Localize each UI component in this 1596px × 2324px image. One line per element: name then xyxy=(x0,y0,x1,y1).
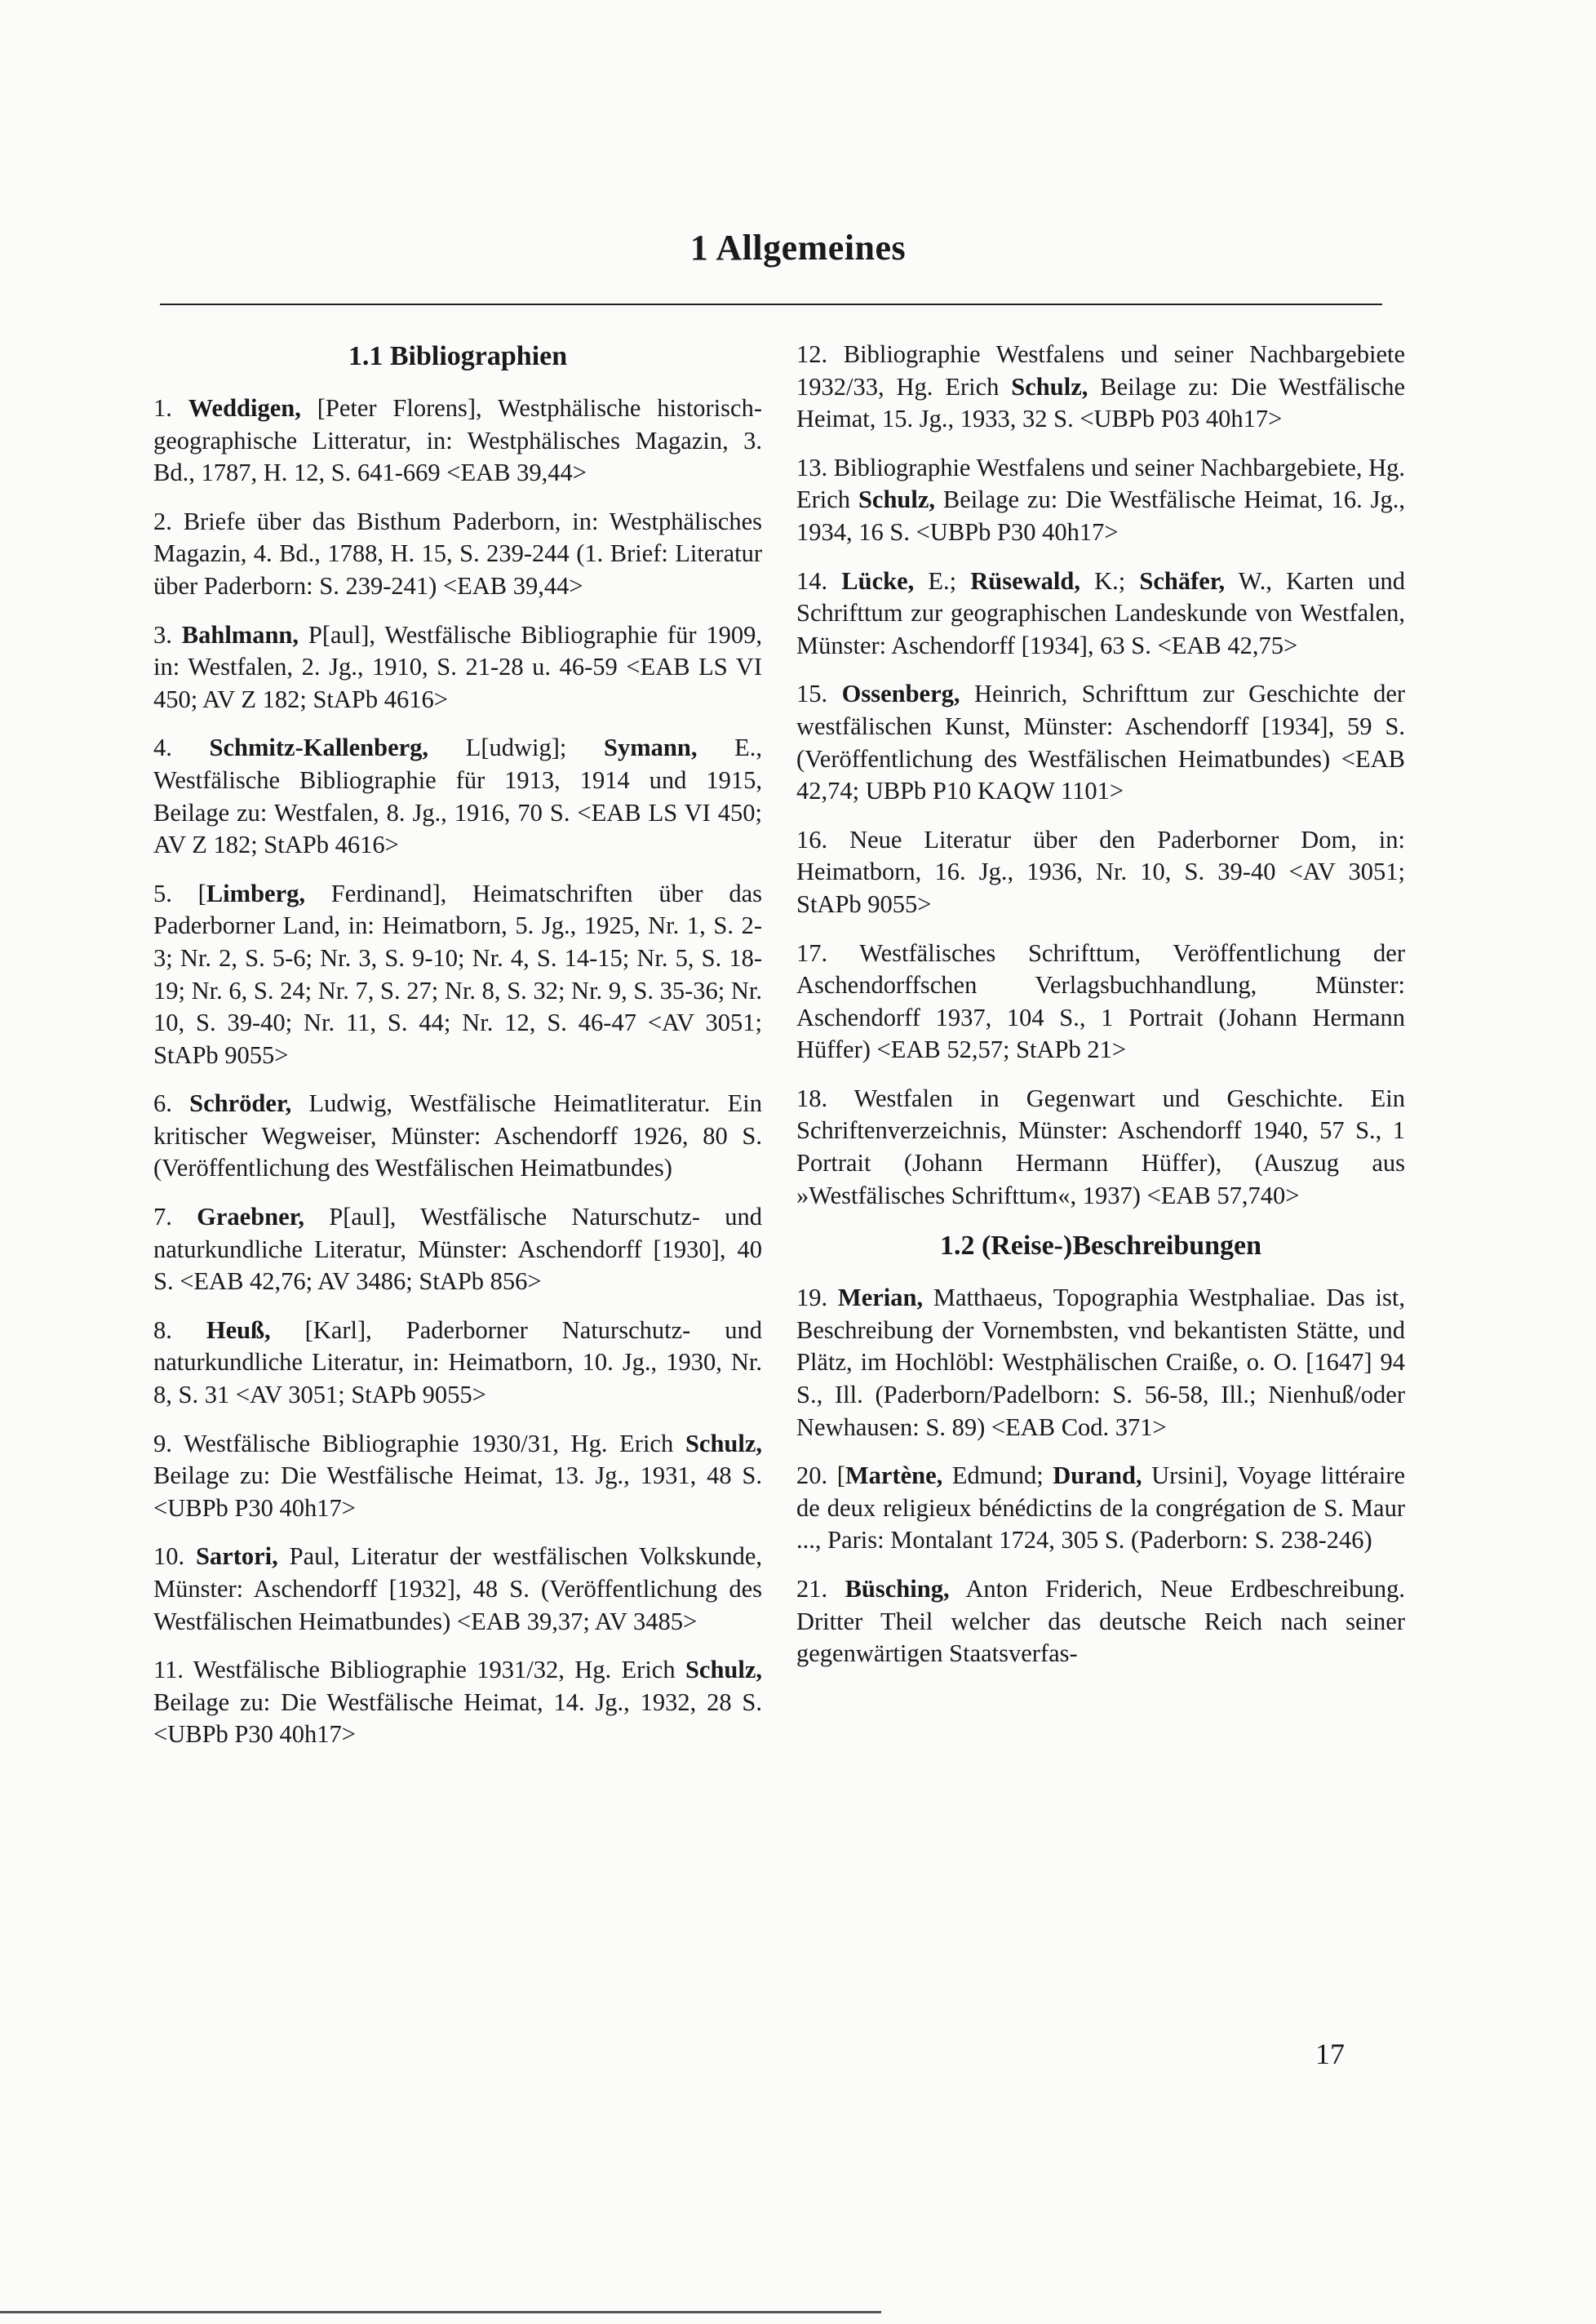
bibliography-entry: 10. Sartori, Paul, Literatur der westfälischen Volkskunde, Münster: Aschendorff [1932], 48 S. (Veröffentlichung des Westfälischen Heimatbundes) <EAB 39,37; AV 3485> xyxy=(153,1542,762,1635)
bibliography-entry: 11. Westfälische Bibliographie 1931/32, Hg. Erich Schulz, Beilage zu: Die Westfälische Heimat, 14. Jg., 1932, 28 S. <UBPb P30 40h17> xyxy=(153,1656,762,1749)
title-divider xyxy=(160,304,1382,305)
bibliography-entry: 4. Schmitz-Kallenberg, L[udwig]; Symann, E., Westfälische Bibliographie für 1913, 1914 und 1915, Beilage zu: Westfalen, 8. Jg., 1916, 70 S. <EAB LS VI 450; AV Z 182; StAPb 4616> xyxy=(153,734,763,859)
left-column xyxy=(153,339,762,1767)
page-number: 17 xyxy=(1315,2038,1345,2070)
bibliography-entry: 9. Westfälische Bibliographie 1930/31, Hg. Erich Schulz, Beilage zu: Die Westfälische Heimat, 13. Jg., 1931, 48 S. <UBPb P30 40h17> xyxy=(153,1429,762,1522)
bibliography-entry: 1. Weddigen, [Peter Florens], Westphälische historisch-geographische Litteratur, in: Westphälisches Magazin, 3. Bd., 1787, H. 12, S. 641-669 <EAB 39,44> xyxy=(153,394,762,487)
section-heading-bibliographien: 1.1 Bibliographien xyxy=(348,341,568,371)
chapter-title: 1 Allgemeines xyxy=(689,228,907,268)
bibliography-entry: 2. Briefe über das Bisthum Paderborn, in: Westphälisches Magazin, 4. Bd., 1788, H. 15, S. 239-244 (1. Brief: Literatur über Paderborn: S. 239-241) <EAB 39,44> xyxy=(153,507,762,600)
scan-edge-line xyxy=(0,2311,881,2313)
bibliography-entry: 12. Bibliographie Westfalens und seiner Nachbargebiete 1932/33, Hg. Erich Schulz, Beilage zu: Die Westfälische Heimat, 15. Jg., 1933, 32 S. <UBPb P03 40h17> xyxy=(796,340,1405,433)
bibliography-entry: 14. Lücke, E.; Rüsewald, K.; Schäfer, W., Karten und Schrifttum zur geographischen Landeskunde von Westfalen, Münster: Aschendorff [1934], 63 S. <EAB 42,75> xyxy=(796,566,1406,659)
right-column xyxy=(796,339,1405,1687)
bibliography-entry: 6. Schröder, Ludwig, Westfälische Heimatliteratur. Ein kritischer Wegweiser, Münster: Aschendorff 1926, 80 S. (Veröffentlichung des Westfälischen Heimatbundes) xyxy=(153,1089,763,1182)
bibliography-entry: 5. [Limberg, Ferdinand], Heimatschriften über das Paderborner Land, in: Heimatborn, 5. Jg., 1925, Nr. 1, S. 2-3; Nr. 2, S. 5-6; Nr. 3, S. 9-10; Nr. 4, S. 14-15; Nr. 5, S. 18-19; Nr. 6, S. 24; Nr. 7, S. 27; Nr. 8, S. 32; Nr. 9, S. 35-36; Nr. 10, S. 39-40; Nr. 11, S. 44; Nr. 12, S. 46-47 <AV 3051; StAPb 9055> xyxy=(153,879,762,1069)
bibliography-entry: 16. Neue Literatur über den Paderborner Dom, in: Heimatborn, 16. Jg., 1936, Nr. 10, S. 39-40 <AV 3051; StAPb 9055> xyxy=(796,825,1405,918)
bibliography-entry: 15. Ossenberg, Heinrich, Schrifttum zur Geschichte der westfälischen Kunst, Münster: Aschendorff [1934], 59 S. (Veröffentlichung des Westfälischen Heimatbundes) <EAB 42,74; UBPb P10 KAQW 1101> xyxy=(796,680,1406,805)
bibliography-entry: 19. Merian, Matthaeus, Topographia Westphaliae. Das ist, Beschreibung der Vornembsten, vnd bekantisten Stätte, und Plätz, im Hochlöbl: Westphälischen Craiße, o. O. [1647] 94 S., Ill. (Paderborn/Padelborn: S. 56-58, Ill.; Nienhuß/oder Newhausen: S. 89) <EAB Cod. 371> xyxy=(796,1284,1405,1441)
bibliography-entry: 18. Westfalen in Gegenwart und Geschichte. Ein Schriftenverzeichnis, Münster: Aschendorff 1940, 57 S., 1 Portrait (Johann Hermann Hüffer), (Auszug aus »Westfälisches Schrifttum«, 1937) <EAB 57,740> xyxy=(796,1084,1405,1209)
section-heading-beschreibungen: 1.2 (Reise-)Beschreibungen xyxy=(939,1231,1262,1262)
bibliography-entry: 20. [Martène, Edmund; Durand, Ursini], Voyage littéraire de deux religieux bénédictins de la congrégation de S. Maur ..., Paris: Montalant 1724, 305 S. (Paderborn: S. 238-246) xyxy=(796,1461,1405,1555)
bibliography-entry: 21. Büsching, Anton Friderich, Neue Erdbeschreibung. Dritter Theil welcher das deutsche Reich nach seiner gegenwärtigen Staatsverfas- xyxy=(796,1575,1405,1668)
bibliography-entry: 7. Graebner, P[aul], Westfälische Naturschutz- und naturkundliche Literatur, Münster: Aschendorff [1930], 40 S. <EAB 42,76; AV 3486; StAPb 856> xyxy=(153,1203,762,1296)
bibliography-entry: 8. Heuß, [Karl], Paderborner Naturschutz- und naturkundliche Literatur, in: Heimatborn, 10. Jg., 1930, Nr. 8, S. 31 <AV 3051; StAPb 9055> xyxy=(153,1315,763,1409)
bibliography-entry: 17. Westfälisches Schrifttum, Veröffentlichung der Aschendorffschen Verlagsbuchhandlung, Münster: Aschendorff 1937, 104 S., 1 Portrait (Johann Hermann Hüffer) <EAB 52,57; StAPb 21> xyxy=(796,938,1405,1064)
bibliography-entry: 3. Bahlmann, P[aul], Westfälische Bibliographie für 1909, in: Westfalen, 2. Jg., 1910, S. 21-28 u. 46-59 <EAB LS VI 450; AV Z 182; StAPb 4616> xyxy=(153,620,762,713)
bibliography-entry: 13. Bibliographie Westfalens und seiner Nachbargebiete, Hg. Erich Schulz, Beilage zu: Die Westfälische Heimat, 16. Jg., 1934, 16 S. <UBPb P30 40h17> xyxy=(796,453,1405,546)
